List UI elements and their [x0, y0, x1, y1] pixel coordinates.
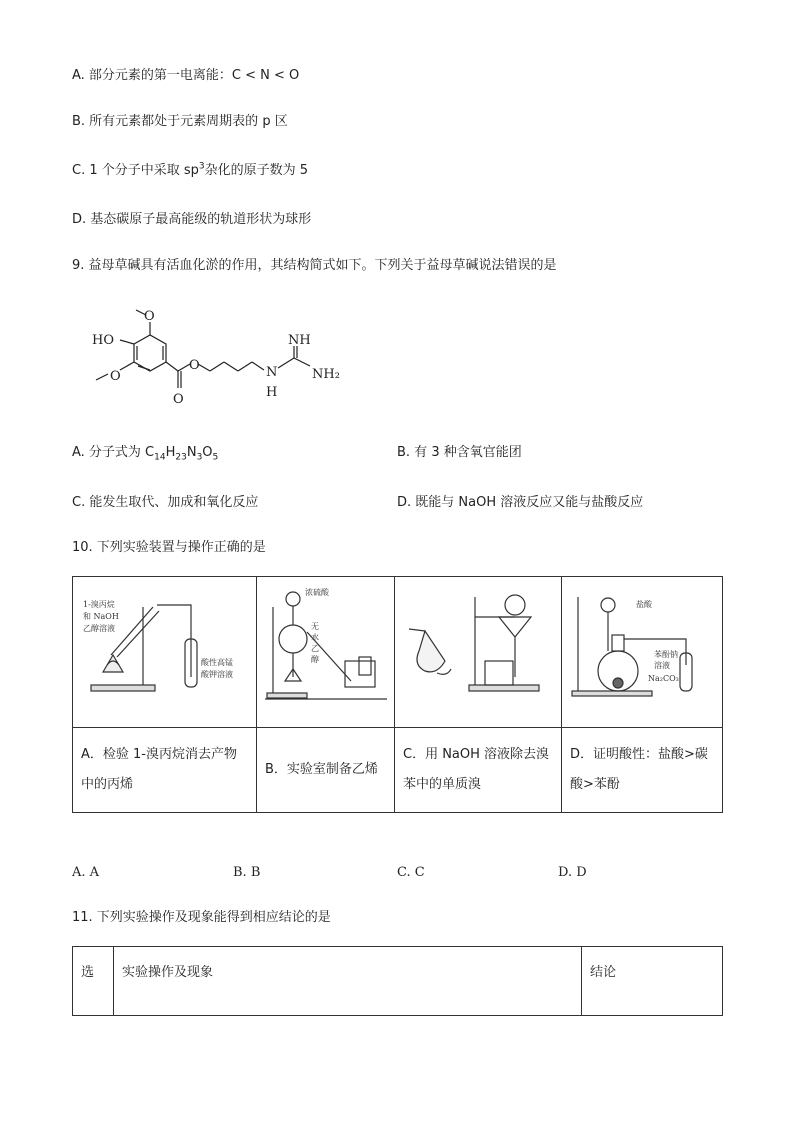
apparatus-a-cell	[73, 577, 257, 728]
structure-o-carbonyl: O	[173, 392, 184, 407]
caption-c: C．用 NaOH 溶液除去溴苯中的单质溴	[395, 728, 562, 813]
q10-choice-d: D. D	[558, 865, 587, 880]
structure-o-ester: O	[189, 358, 200, 373]
q9-option-d: D. 既能与 NaOH 溶液反应又能与盐酸反应	[397, 495, 644, 510]
apparatus-c-figure	[395, 577, 560, 723]
structure-n: N	[266, 365, 278, 380]
structure-nh: NH	[288, 333, 311, 348]
fig-b-label2: 无	[311, 622, 319, 631]
structure-o-top: O	[144, 309, 155, 324]
q9-option-c: C. 能发生取代、加成和氧化反应	[72, 495, 259, 510]
structure-ho: HO	[92, 333, 114, 348]
structure-o-bottom: O	[110, 369, 121, 384]
apparatus-b-figure	[257, 577, 393, 723]
q9-a-n: N	[186, 445, 197, 460]
fig-a-label2: 和 NaOH	[83, 612, 119, 621]
q10-stem: 10. 下列实验装置与操作正确的是	[72, 540, 266, 555]
q9-a-sub3: 3	[196, 452, 203, 463]
apparatus-c-cell	[395, 577, 562, 728]
q11-stem: 11. 下列实验操作及现象能得到相应结论的是	[72, 910, 331, 925]
fig-b-label3: 水	[311, 633, 319, 642]
q9-a-sub4: 5	[212, 452, 219, 463]
fig-a-label5: 酸钾溶液	[201, 670, 233, 679]
apparatus-d-figure	[562, 577, 721, 723]
q9-stem: 9. 益母草碱具有活血化淤的作用，其结构简式如下。下列关于益母草碱说法错误的是	[72, 258, 557, 273]
q9-a-h: H	[165, 445, 176, 460]
fig-b-label5: 醇	[311, 655, 319, 664]
q8-option-c-sup: 3	[198, 161, 205, 172]
caption-d: D．证明酸性：盐酸>碳酸>苯酚	[562, 728, 723, 813]
q9-a-sub1: 14	[154, 452, 166, 463]
fig-b-label1: 浓硫酸	[305, 588, 329, 597]
caption-a: A．检验 1-溴丙烷消去产物中的丙烯	[73, 728, 257, 813]
fig-a-label1: 1-溴丙烷	[83, 600, 115, 609]
q9-a-o: O	[202, 445, 213, 460]
q9-a-sub2: 23	[175, 452, 187, 463]
q8-option-b: B. 所有元素都处于元素周期表的 p 区	[72, 114, 288, 129]
q8-option-d: D. 基态碳原子最高能级的轨道形状为球形	[72, 212, 312, 227]
structure-h: H	[266, 385, 278, 400]
fig-d-label2: 苯酚钠	[654, 650, 678, 659]
caption-b: B．实验室制备乙烯	[257, 728, 395, 813]
structure-nh2: NH₂	[312, 367, 340, 382]
q9-a-pre: A. 分子式为 C	[72, 445, 155, 460]
q11-header-operation: 实验操作及现象	[114, 947, 582, 1016]
q9-option-a	[72, 444, 218, 462]
fig-d-label3: 溶液	[654, 661, 670, 670]
q8-option-c	[72, 162, 308, 180]
fig-a-label4: 酸性高锰	[201, 658, 233, 667]
fig-d-label1: 盐酸	[636, 600, 652, 609]
apparatus-a-figure	[73, 577, 255, 723]
apparatus-table	[72, 576, 723, 813]
q10-choice-b: B. B	[233, 865, 261, 880]
fig-a-label3: 乙醇溶液	[83, 624, 115, 633]
fig-b-label4: 乙	[311, 644, 319, 653]
q8-option-c-pre: C. 1 个分子中采取 sp	[72, 163, 199, 178]
apparatus-d-cell	[562, 577, 723, 728]
apparatus-b-cell	[257, 577, 395, 728]
q11-table	[72, 946, 723, 1016]
q11-header-option: 选	[73, 947, 114, 1016]
q10-choice-a: A. A	[72, 865, 100, 880]
q8-option-a: A. 部分元素的第一电离能：C < N < O	[72, 68, 300, 83]
q10-choice-c: C. C	[397, 865, 425, 880]
q9-option-b: B. 有 3 种含氧官能团	[397, 445, 522, 460]
q11-header-conclusion: 结论	[582, 947, 723, 1016]
q8-option-c-post: 杂化的原子数为 5	[204, 163, 309, 178]
fig-d-label4: Na₂CO₃	[648, 674, 679, 683]
leonurine-structure	[88, 308, 358, 408]
